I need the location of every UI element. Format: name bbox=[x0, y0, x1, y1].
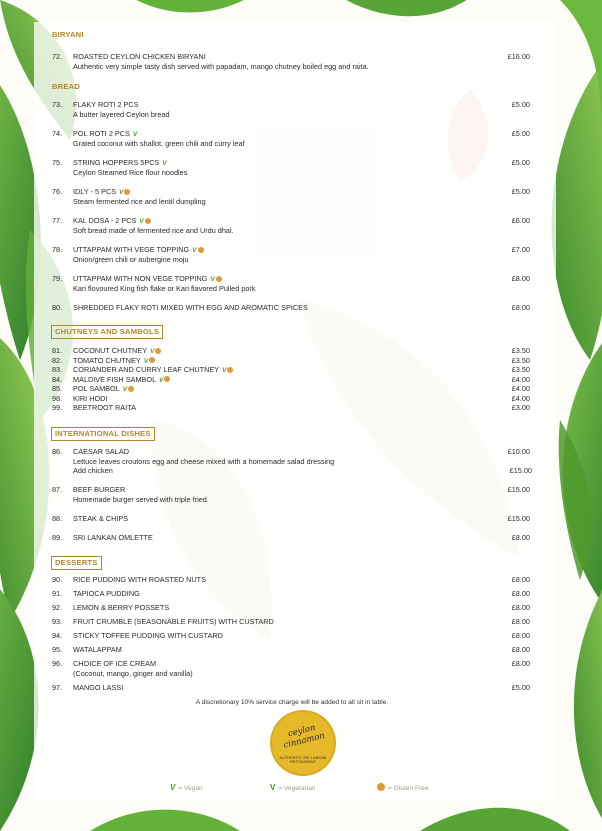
vegan-icon: V bbox=[159, 376, 164, 384]
gluten-free-icon bbox=[145, 218, 151, 224]
vegan-icon: V bbox=[139, 218, 144, 225]
restaurant-logo bbox=[272, 712, 334, 774]
item-number: 91. bbox=[52, 589, 63, 598]
item-name: FLAKY ROTI 2 PCS bbox=[73, 100, 139, 109]
item-description: Lettuce leaves croutons egg and cheese mixed with a homemade salad dressing bbox=[73, 456, 335, 466]
item-number: 94. bbox=[52, 631, 63, 640]
gluten-free-icon bbox=[227, 367, 233, 373]
item-name-text: IDLY - 5 PCS bbox=[73, 187, 117, 196]
item-price: £5.00 bbox=[511, 158, 530, 167]
item-number: 85. bbox=[52, 384, 63, 393]
item-price: £5.00 bbox=[511, 100, 530, 109]
item-price: £8.00 bbox=[511, 303, 530, 312]
item-name-text: MALDIVE FISH SAMBOL bbox=[73, 374, 157, 384]
vegan-gluten-free-tag bbox=[159, 376, 170, 386]
vegan-icon: V bbox=[222, 367, 227, 374]
item-name: SHREDDED FLAKY ROTI MIXED WITH EGG AND AROMATIC SPICES bbox=[73, 303, 308, 312]
legend-gluten-free bbox=[377, 783, 429, 792]
item-name: BEETROOT RAITA bbox=[73, 403, 136, 412]
legend-vegetarian-label: = Vegetarian bbox=[278, 785, 316, 792]
vegan-icon: V bbox=[122, 386, 128, 393]
legend-vegan-label: = Vegan bbox=[178, 785, 203, 792]
item-name-text: COCONUT CHUTNEY bbox=[73, 346, 148, 355]
section-desserts-heading: DESSERTS bbox=[51, 556, 102, 570]
section-biryani-heading: BIRYANI bbox=[52, 30, 84, 39]
service-charge-note: A discretionary 10% service charge will be added to all sit in table. bbox=[195, 699, 389, 706]
item-price: £8.00 bbox=[511, 631, 530, 640]
item-price: £10.00 bbox=[507, 447, 530, 456]
vegan-icon: V bbox=[150, 348, 155, 355]
item-name-text: POL SAMBOL bbox=[73, 384, 120, 393]
item-number: 82. bbox=[52, 355, 63, 365]
item-price: £8.00 bbox=[511, 603, 530, 612]
item-number: 95. bbox=[52, 645, 63, 654]
item-price: £3.50 bbox=[511, 346, 530, 355]
gluten-free-icon bbox=[124, 189, 130, 195]
item-number: 78. bbox=[52, 245, 63, 254]
vegan-icon: V bbox=[170, 783, 176, 792]
gluten-free-icon bbox=[155, 348, 161, 354]
vegan-icon: V bbox=[210, 276, 215, 283]
item-price: £5.00 bbox=[511, 187, 530, 196]
item-description: Ceylon Steamed Rice flour noodles bbox=[73, 167, 188, 177]
item-number: 88. bbox=[52, 514, 63, 523]
item-name: STICKY TOFFEE PUDDING WITH CUSTARD bbox=[73, 631, 223, 640]
item-name: MANGO LASSI bbox=[73, 683, 124, 692]
item-number: 87. bbox=[52, 485, 63, 494]
item-price: £5.00 bbox=[511, 683, 530, 692]
item-number: 74. bbox=[52, 129, 63, 138]
vegan-icon: V bbox=[119, 189, 124, 196]
item-description: (Coconut, mango, ginger and vanilla) bbox=[73, 668, 193, 678]
item-number: 76. bbox=[52, 187, 63, 196]
vegetarian-icon: V bbox=[270, 783, 276, 792]
logo-script-text: ceylon cinnamon bbox=[282, 722, 326, 751]
vegan-icon: V bbox=[132, 131, 138, 138]
item-description: Grated coconut with shallot, green chili and curry leaf bbox=[73, 138, 245, 148]
item-price: £8.00 bbox=[511, 659, 530, 668]
item-price: £6.00 bbox=[511, 216, 530, 225]
item-description: Authentic very simple tasty dish served with papadam, mango chutney boiled egg and raita. bbox=[73, 61, 369, 71]
item-name-text: UTTAPPAM WITH NON VEGE TOPPING bbox=[73, 274, 208, 283]
item-number: 73. bbox=[52, 100, 63, 109]
item-name: STEAK & CHIPS bbox=[73, 514, 129, 523]
item-price: £7.00 bbox=[511, 245, 530, 254]
item-number: 93. bbox=[52, 617, 63, 626]
item-name-text: UTTAPPAM WITH VEGE TOPPING bbox=[73, 245, 190, 254]
item-price: £5.00 bbox=[511, 129, 530, 138]
item-description: Soft bread made of fermented rice and Urdu dhal. bbox=[73, 225, 234, 235]
item-price: £3.50 bbox=[511, 365, 530, 374]
item-number: 98. bbox=[52, 393, 63, 403]
item-description: A butter layered Ceylon bread bbox=[73, 109, 170, 119]
item-number: 86. bbox=[52, 447, 63, 456]
legend-vegan bbox=[170, 783, 203, 792]
gluten-free-icon bbox=[216, 276, 222, 282]
item-description: Homemade burger served with triple fried. bbox=[73, 494, 209, 504]
item-price: £8.00 bbox=[511, 645, 530, 654]
item-price: £8.00 bbox=[511, 589, 530, 598]
item-name-text: TOMATO CHUTNEY bbox=[73, 355, 141, 365]
item-name: ROASTED CEYLON CHICKEN BIRYANI bbox=[73, 52, 206, 61]
item-name: LEMON & BERRY POSSETS bbox=[73, 603, 170, 612]
vegan-icon: V bbox=[143, 357, 149, 365]
legend-vegetarian bbox=[270, 783, 316, 792]
item-name: FRUIT CRUMBLE (SEASONABLE FRUITS) WITH CUSTARD bbox=[73, 617, 274, 626]
item-price: £4.00 bbox=[511, 374, 530, 384]
section-chutneys-heading: CHUTNEYS AND SAMBOLS bbox=[51, 325, 163, 339]
item-description: Onion/green chili or aubergine moju bbox=[73, 254, 189, 264]
vegan-gluten-free-tag bbox=[123, 385, 134, 395]
item-name-text: POL ROTI 2 PCS bbox=[73, 129, 130, 138]
item-name: BEEF BURGER bbox=[73, 485, 126, 494]
item-price: £4.00 bbox=[511, 384, 530, 393]
gluten-free-icon bbox=[149, 357, 155, 363]
item-price: £3.00 bbox=[511, 403, 530, 412]
item-number: 97. bbox=[52, 683, 63, 692]
item-name-text: STRING HOPPERS 5PCS bbox=[73, 158, 160, 167]
item-name: CAESAR SALAD bbox=[73, 447, 129, 456]
item-price: £8.00 bbox=[511, 575, 530, 584]
item-number: 80. bbox=[52, 303, 63, 312]
add-chicken-price: £15.00 bbox=[509, 466, 532, 475]
item-price: £8.00 bbox=[511, 274, 530, 283]
item-number: 75. bbox=[52, 158, 63, 167]
item-name-text: KAL DOSA - 2 PCS bbox=[73, 216, 137, 225]
item-name: RICE PUDDING WITH ROASTED NUTS bbox=[73, 575, 206, 584]
item-name: CHOICE OF ICE CREAM bbox=[73, 659, 157, 668]
item-price: £4.00 bbox=[511, 393, 530, 403]
item-number: 77. bbox=[52, 216, 63, 225]
item-number: 90. bbox=[52, 575, 63, 584]
section-bread-heading: BREAD bbox=[52, 82, 81, 91]
item-name: KIRI HODI bbox=[73, 393, 108, 403]
item-name: TAPIOCA PUDDING bbox=[73, 589, 140, 598]
add-chicken-label: Add chicken bbox=[73, 466, 113, 475]
item-number: 81. bbox=[52, 346, 63, 355]
item-price: £8.00 bbox=[511, 533, 530, 542]
vegan-icon: V bbox=[192, 247, 197, 254]
item-number: 84. bbox=[52, 374, 63, 384]
item-number: 72. bbox=[52, 52, 63, 61]
item-number: 96. bbox=[52, 659, 63, 668]
item-number: 89. bbox=[52, 533, 63, 542]
item-price: £15.00 bbox=[507, 514, 530, 523]
logo-subtitle: AUTHENTIC SRI LANKAN RESTAURANT bbox=[279, 756, 327, 764]
section-international-heading: INTERNATIONAL DISHES bbox=[51, 427, 155, 441]
gluten-free-icon bbox=[377, 783, 385, 791]
gluten-free-icon bbox=[198, 247, 204, 253]
item-name: WATALAPPAM bbox=[73, 645, 122, 654]
item-price: £3.50 bbox=[511, 355, 530, 365]
item-name-text: CORIANDER AND CURRY LEAF CHUTNEY bbox=[73, 365, 220, 374]
item-name: SRI LANKAN OMLETTE bbox=[73, 533, 153, 542]
item-description: Kari flovoured King fish flake or Kari flavored Pulled pork bbox=[73, 283, 256, 293]
vegan-gluten-free-tag bbox=[222, 366, 233, 376]
item-number: 99. bbox=[52, 403, 63, 412]
item-number: 92. bbox=[52, 603, 63, 612]
gluten-free-icon bbox=[164, 376, 170, 382]
vegan-icon: V bbox=[162, 160, 167, 167]
item-description: Steam fermented rice and lentil dumpling bbox=[73, 196, 206, 206]
item-number: 83. bbox=[52, 365, 63, 374]
vegan-gluten-free-tag bbox=[192, 246, 203, 256]
item-price: £16.00 bbox=[507, 52, 530, 61]
item-price: £15.00 bbox=[507, 485, 530, 494]
gluten-free-icon bbox=[128, 386, 134, 392]
item-price: £8.00 bbox=[511, 617, 530, 626]
item-number: 79. bbox=[52, 274, 63, 283]
legend-gluten-free-label: = Gluten Free bbox=[388, 785, 429, 792]
